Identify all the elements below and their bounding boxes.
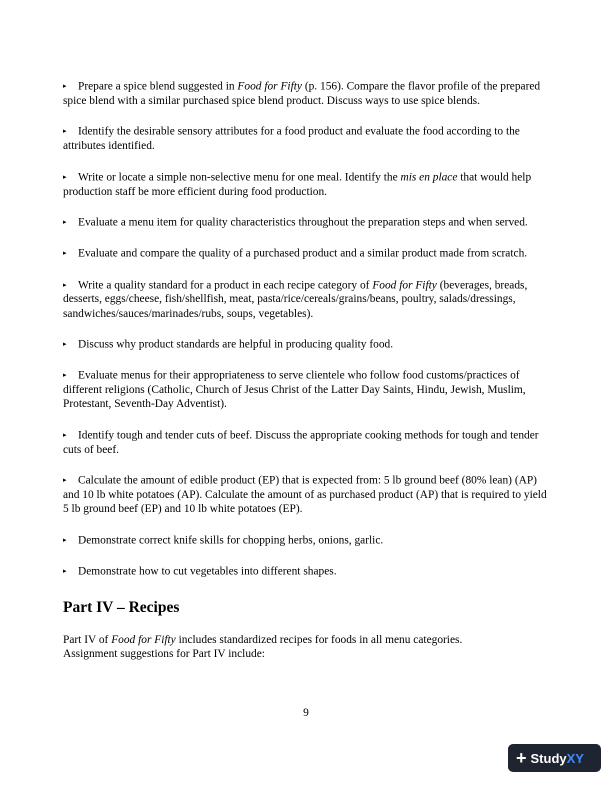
intro-text-segment: Food for Fifty [111,633,176,646]
bullet-marker-icon: ▸ [63,536,67,545]
bullet-marker-icon: ▸ [63,280,67,289]
studyxy-badge[interactable] [508,744,601,772]
bullet-marker-icon: ▸ [63,82,67,90]
bullet-text-segment: Evaluate and compare the quality of a purchased product and a similar product made from scratch. [78,247,528,260]
bullet-marker-icon: ▸ [63,431,67,440]
bullet-item [63,170,553,199]
bullet-list [63,79,553,579]
bullet-text-segment: (beverages, breads, desserts, eggs/cheese, fish/shellfish, meat, pasta/rice/cereals/grains/beans, poultry, salads/dressings, sandwiches/sauces/marinades/rubs, soups, vegetables). [63,279,528,320]
bullet-marker-icon: ▸ [63,371,67,380]
brand-text-main: Study [530,751,567,766]
bullet-text-segment: Food for Fifty [372,279,437,292]
bullet-marker-icon: ▸ [63,172,67,181]
bullet-text-segment: Calculate the amount of edible product (EP) that is expected from: 5 lb ground beef (80% lean) (AP) and 10 lb white potatoes (AP). Calculate the amount of as purchased product (AP) that is required to yield 5 lb ground beef (EP) and 10 lb white potatoes (EP). [63,474,547,516]
bullet-text-segment: that would help production staff be more efficient during food production. [63,171,532,198]
bullet-marker-icon: ▸ [63,218,67,227]
bullet-item [63,124,553,153]
bullet-marker-icon: ▸ [63,476,67,485]
intro-text-segment: Part IV of [63,633,112,646]
bullet-text-segment: Demonstrate how to cut vegetables into different shapes. [78,565,337,578]
bullet-text-segment: Evaluate a menu item for quality characteristics throughout the preparation steps and when served. [78,216,528,229]
bullet-text-segment: Write a quality standard for a product in each recipe category of [78,279,373,292]
bullet-text-segment: Demonstrate correct knife skills for chopping herbs, onions, garlic. [78,534,384,547]
bullet-text-segment: mis en place [400,171,458,184]
brand-text-accent: XY [566,751,584,766]
bullet-text-segment: Identify tough and tender cuts of beef. Discuss the appropriate cooking methods for tough and tender cuts of beef. [63,429,539,456]
bullet-text-segment: Identify the desirable sensory attributes for a food product and evaluate the food according to the attributes identified. [63,125,520,153]
bullet-item [63,473,553,516]
bullet-marker-icon: ▸ [63,127,67,136]
bullet-item [63,428,553,457]
bullet-item [63,246,553,261]
bullet-text-segment: Prepare a spice blend suggested in [78,80,238,93]
bullet-marker-icon: ▸ [63,340,67,349]
section-heading: Part IV – Recipes [63,598,180,616]
bullet-marker-icon: ▸ [63,567,67,576]
page-content [63,79,553,661]
bullet-item [63,337,553,352]
plus-icon: + [516,748,527,768]
intro-line-1 [63,634,462,646]
bullet-item [63,533,553,548]
intro-line-2: Assignment suggestions for Part IV include: [63,648,265,661]
page-number: 9 [303,707,309,719]
bullet-text-segment: Food for Fifty [237,80,302,93]
bullet-item [63,564,553,579]
bullet-item [63,215,553,230]
bullet-marker-icon: ▸ [63,249,67,258]
bullet-item [63,278,553,321]
bullet-text-segment: Evaluate menus for their appropriateness to serve clientele who follow food customs/practices of different religions (Catholic, Church of Jesus Christ of the Latter Day Saints, Hindu, Jewish, Muslim, Protestant, Seventh-Day Adventist). [63,369,526,411]
bullet-text-segment: (p. 156). Compare the flavor profile of the prepared spice blend with a similar purchased spice blend product. Discuss ways to use spice blends. [63,80,541,107]
bullet-item [63,368,553,411]
section-intro [63,633,553,661]
bullet-text-segment: Write or locate a simple non-selective menu for one meal. Identify the [78,171,401,184]
bullet-item [63,79,553,108]
bullet-text-segment: Discuss why product standards are helpful in producing quality food. [78,338,394,351]
intro-text-segment: includes standardized recipes for foods in all menu categories. [175,633,463,646]
